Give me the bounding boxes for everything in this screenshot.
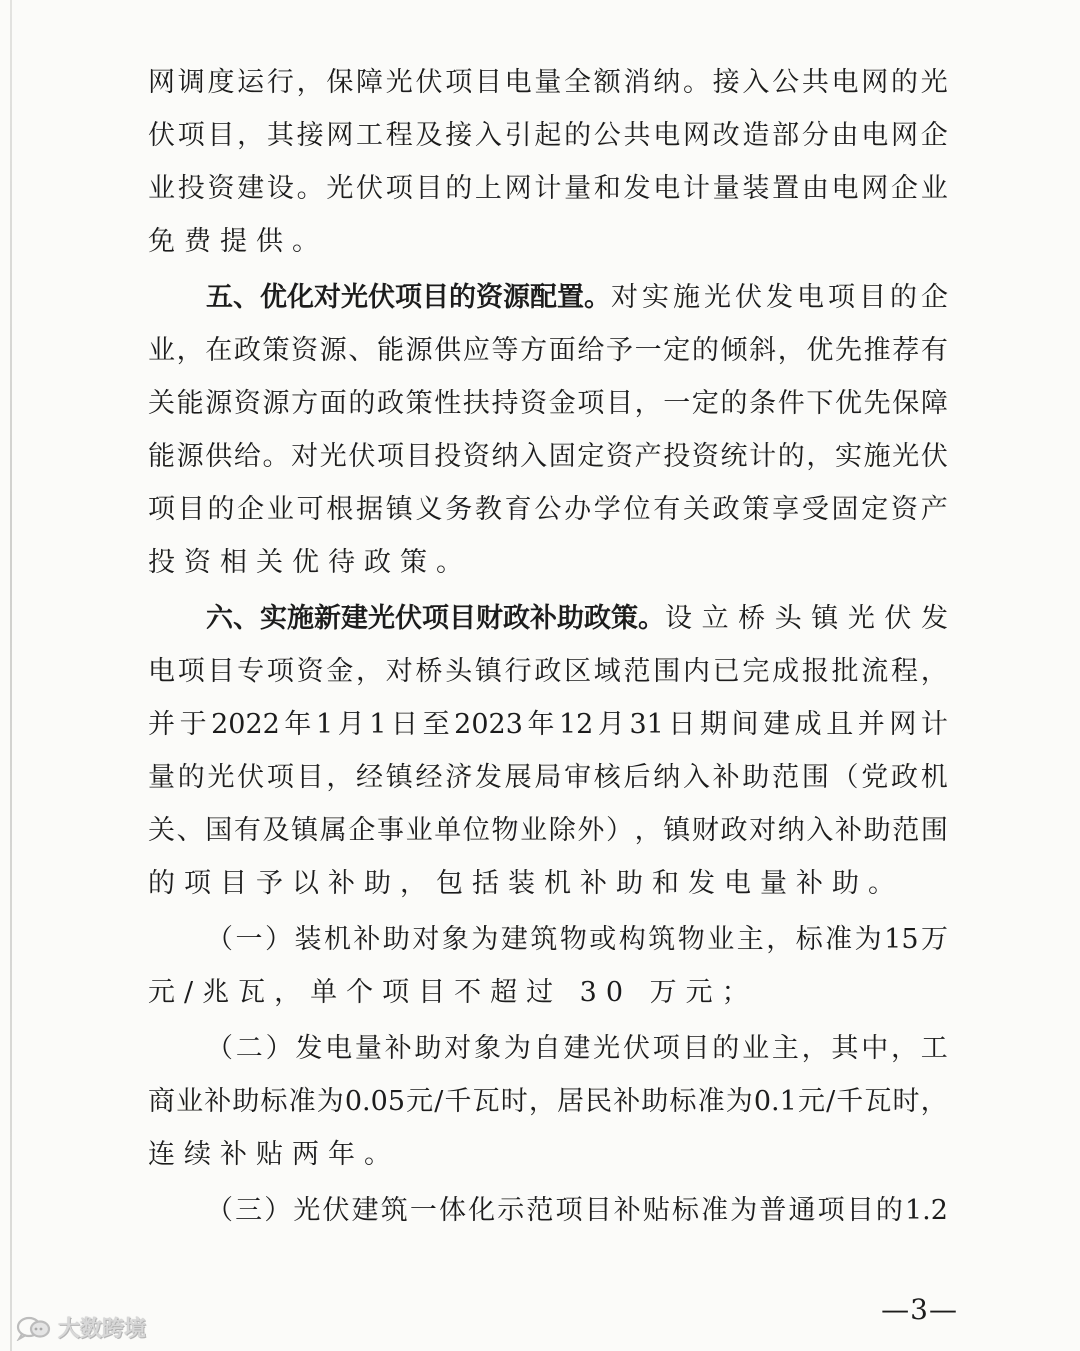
text-line	[148, 536, 948, 589]
line-text: （ 二 ） 发 电 量 补 助 对 象 为 自 建 光 伏 项 目 的 业 主 ， 其 中 ， 工	[206, 1033, 948, 1064]
watermark-text: 大数跨境	[58, 1317, 147, 1342]
text-line	[148, 324, 948, 377]
line-text: 项 目 的 企 业 可 根 据 镇 义 务 教 育 公 办 学 位 有 关 政 策 享 受 固 定 资 产	[148, 494, 948, 525]
text-line	[148, 645, 948, 698]
text-line	[148, 913, 948, 966]
line-text: （ 三 ） 光 伏 建 筑 一 体 化 示 范 项 目 补 贴 标 准 为 普 通 项 目 的 1.2	[206, 1195, 948, 1226]
page-number: —3—	[881, 1293, 958, 1326]
line-text: 并 于 2022 年 1 月 1 日 至 2023 年 12 月 31 日 期 间 建 成 且 并 网 计	[148, 709, 948, 740]
line-text: 伏 项 目 ， 其 接 网 工 程 及 接 入 引 起 的 公 共 电 网 改 造 部 分 由 电 网 企	[148, 120, 948, 151]
text-line	[148, 162, 948, 215]
text-line	[148, 109, 948, 162]
line-text: 量 的 光 伏 项 目 ， 经 镇 经 济 发 展 局 审 核 后 纳 入 补 助 范 围 （ 党 政 机	[148, 762, 948, 793]
line-text: 关 、 国 有 及 镇 属 企 事 业 单 位 物 业 除 外 ） ， 镇 财 政 对 纳 入 补 助 范 围	[148, 815, 948, 846]
text-line	[148, 1022, 948, 1075]
text-line	[148, 804, 948, 857]
line-text: 免费提供。	[148, 226, 328, 257]
text-line	[148, 751, 948, 804]
line-text: 网 调 度 运 行 ， 保 障 光 伏 项 目 电 量 全 额 消 纳 。 接 入 公 共 电 网 的 光	[148, 67, 948, 98]
section-heading: 六、实施新建光伏项目财政补助政策。	[206, 603, 665, 634]
line-text: 的项目予以补助，包括装机补助和发电量补助。	[148, 868, 904, 899]
document-body	[148, 56, 948, 1237]
text-line	[148, 56, 948, 109]
line-text: 对 实 施 光 伏 发 电 项 目 的 企	[611, 282, 948, 313]
text-line	[148, 698, 948, 751]
section-heading: 五、优化对光伏项目的资源配置。	[206, 282, 611, 313]
text-line	[148, 1128, 948, 1181]
watermark	[16, 1312, 146, 1343]
text-line	[148, 377, 948, 430]
scan-edge-shadow	[10, 0, 12, 1351]
line-text: 连续补贴两年。	[148, 1139, 400, 1170]
text-line	[148, 271, 948, 324]
line-text: 业 投 资 建 设 。 光 伏 项 目 的 上 网 计 量 和 发 电 计 量 装 置 由 电 网 企 业	[148, 173, 948, 204]
line-text: 能 源 供 给 。 对 光 伏 项 目 投 资 纳 入 固 定 资 产 投 资 统 计 的 ， 实 施 光 伏	[148, 441, 948, 472]
line-text: 电 项 目 专 项 资 金 ， 对 桥 头 镇 行 政 区 域 范 围 内 已 完 成 报 批 流 程 ，	[148, 656, 948, 687]
line-text: 业 ， 在 政 策 资 源 、 能 源 供 应 等 方 面 给 予 一 定 的 倾 斜 ， 优 先 推 荐 有	[148, 335, 948, 366]
text-line	[148, 215, 948, 268]
line-text: 设 立 桥 头 镇 光 伏 发	[665, 603, 948, 634]
line-text: 关 能 源 资 源 方 面 的 政 策 性 扶 持 资 金 项 目 ， 一 定 的 条 件 下 优 先 保 障	[148, 388, 948, 419]
text-line	[148, 1184, 948, 1237]
line-text: （ 一 ） 装 机 补 助 对 象 为 建 筑 物 或 构 筑 物 业 主 ， 标 准 为 15 万	[206, 924, 948, 955]
text-line	[148, 857, 948, 910]
chat-bubble-logo-icon	[16, 1315, 52, 1341]
text-line	[148, 592, 948, 645]
line-text: 投资相关优待政策。	[148, 547, 472, 578]
text-line	[148, 1075, 948, 1128]
line-text: 商 业 补 助 标 准 为 0.05 元 / 千 瓦 时 ， 居 民 补 助 标 准 为 0.1 元 / 千 瓦 时 ，	[148, 1086, 948, 1117]
line-text: 元/兆瓦，单个项目不超过 30 万元；	[148, 977, 758, 1008]
text-line	[148, 966, 948, 1019]
text-line	[148, 483, 948, 536]
text-line	[148, 430, 948, 483]
